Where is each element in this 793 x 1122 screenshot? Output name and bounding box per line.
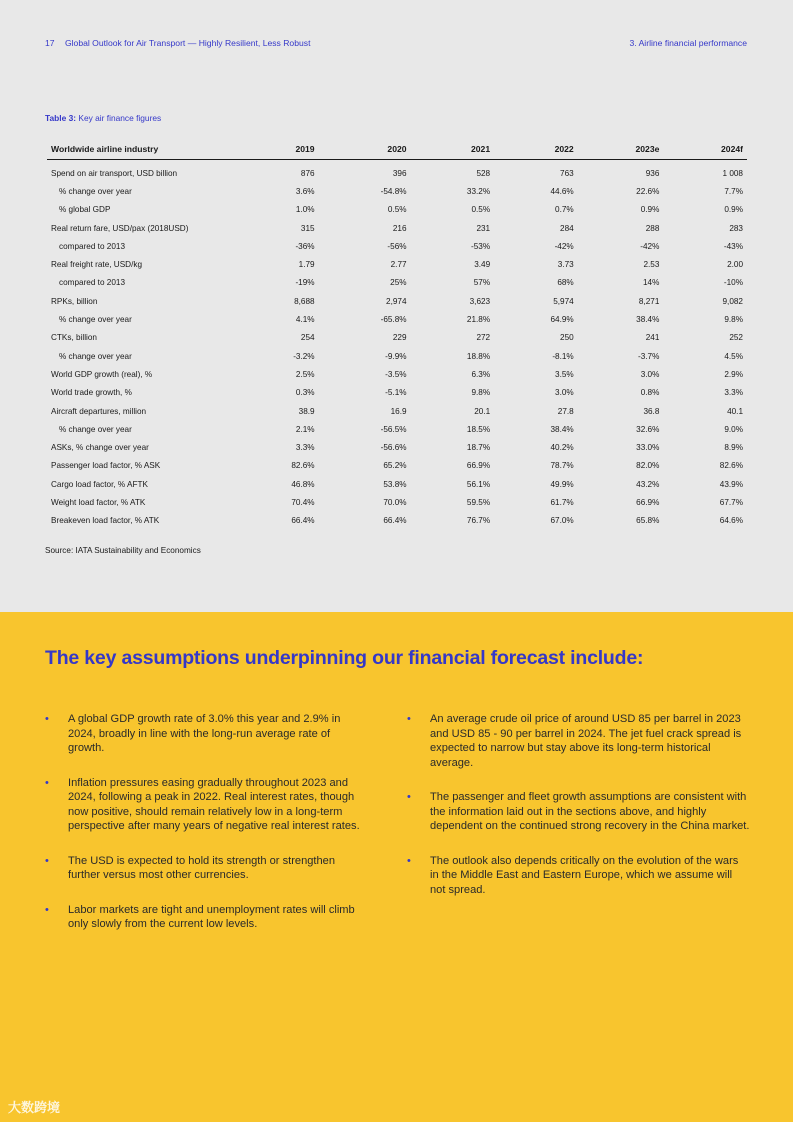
assumption-text: The passenger and fleet growth assumptions are consistent with the information laid out in the sections above, and highly dependent on the continued strong recovery in the China market.: [430, 791, 750, 832]
table-cell: 9.8%: [471, 388, 491, 398]
row-label: RPKs, billion: [51, 296, 98, 306]
table-row: [47, 420, 747, 438]
table-cell: 229: [392, 333, 407, 343]
table-row: [47, 402, 747, 420]
table-cell: 21.8%: [466, 315, 491, 325]
table-cell: -3.7%: [638, 351, 660, 361]
table-cell: -5.1%: [385, 388, 407, 398]
table-cell: -36%: [295, 241, 315, 251]
table-cell: 272: [476, 333, 491, 343]
table-cell: 252: [729, 333, 743, 343]
table-cell: 3.6%: [295, 186, 315, 196]
table-row: [47, 182, 747, 200]
table-row: [47, 384, 747, 402]
table-cell: 0.7%: [555, 205, 574, 215]
table-cell: 250: [560, 333, 574, 343]
assumptions-section: [0, 612, 793, 1122]
row-label: % change over year: [59, 351, 132, 361]
table-cell: -19%: [295, 278, 315, 288]
table-cell: 3.5%: [555, 369, 574, 379]
assumption-item: [45, 712, 360, 756]
table-cell: -8.1%: [552, 351, 574, 361]
table-cell: 2.1%: [295, 424, 315, 434]
row-label: % global GDP: [59, 205, 111, 215]
table-cell: -43%: [723, 241, 743, 251]
table-cell: 67.7%: [719, 497, 743, 507]
table-caption-text: Key air finance figures: [76, 113, 162, 123]
document-title: Global Outlook for Air Transport — Highly Resilient, Less Robust: [64, 38, 311, 48]
finance-table: [47, 138, 747, 530]
bullet-icon: •: [407, 791, 411, 803]
table-row: [47, 512, 747, 530]
table-cell: 3.3%: [724, 388, 743, 398]
table-cell: 22.6%: [636, 186, 660, 196]
table-cell: 82.6%: [719, 461, 743, 471]
table-cell: 38.4%: [636, 315, 660, 325]
table-cell: 7.7%: [724, 186, 743, 196]
table-cell: 241: [645, 333, 660, 343]
row-label: % change over year: [59, 186, 132, 196]
table-cell: 49.9%: [550, 479, 574, 489]
table-cell: 528: [476, 168, 491, 178]
table-cell: 46.8%: [291, 479, 315, 489]
row-label: compared to 2013: [59, 241, 125, 251]
table-row: [47, 292, 747, 310]
table-row: [47, 274, 747, 292]
bullet-icon: •: [45, 776, 49, 789]
table-cell: 283: [729, 223, 743, 233]
table-cell: 67.0%: [550, 516, 574, 526]
watermark: 大数跨境: [8, 1100, 61, 1115]
table-cell: 61.7%: [550, 497, 574, 507]
table-cell: 284: [560, 223, 574, 233]
row-label: % change over year: [59, 315, 132, 325]
table-cell: 9.0%: [724, 424, 743, 434]
bullet-icon: •: [45, 903, 49, 916]
table-cell: 9,082: [722, 296, 743, 306]
table-row: [47, 310, 747, 328]
table-cell: 59.5%: [466, 497, 491, 507]
table-row: [47, 201, 747, 219]
table-cell: 2.5%: [295, 369, 315, 379]
bullet-icon: •: [45, 713, 49, 725]
row-label: World trade growth, %: [51, 388, 132, 398]
bullet-icon: •: [45, 854, 49, 867]
table-cell: -3.5%: [385, 369, 407, 379]
table-cell: 18.5%: [466, 424, 491, 434]
table-cell: 40.2%: [550, 443, 574, 453]
table-cell: 38.4%: [550, 424, 574, 434]
assumptions-right-column: [407, 712, 750, 917]
table-cell: -54.8%: [380, 186, 407, 196]
table-cell: 5,974: [553, 296, 574, 306]
table-cell: 25%: [390, 278, 407, 288]
table-row: [47, 329, 747, 347]
table-cell: 315: [300, 223, 315, 233]
table-cell: 2.9%: [724, 369, 743, 379]
bullet-icon: •: [407, 713, 411, 725]
assumption-text: An average crude oil price of around USD 85 per barrel in 2023 and USD 85 - 90 per barrel in 2024. The jet fuel crack spread is expected to narrow but stay above its long-term historical average.: [430, 713, 742, 769]
table-cell: 14%: [643, 278, 660, 288]
row-label: Passenger load factor, % ASK: [51, 461, 161, 471]
table-cell: 64.9%: [550, 315, 574, 325]
table-cell: 8,271: [638, 296, 660, 306]
table-cell: 33.2%: [466, 186, 491, 196]
table-cell: 18.7%: [466, 443, 491, 453]
table-cell: -56.5%: [380, 424, 407, 434]
table-cell: 936: [645, 168, 660, 178]
assumption-item: [45, 776, 360, 834]
table-row: [47, 475, 747, 493]
assumption-item: [407, 854, 750, 898]
table-header-year: 2023e: [578, 138, 664, 160]
table-cell: 8,688: [294, 296, 315, 306]
page-number: 17: [45, 38, 55, 48]
table-cell: 0.9%: [640, 205, 660, 215]
table-cell: 56.1%: [466, 479, 491, 489]
table-cell: 0.8%: [640, 388, 660, 398]
assumption-text: Inflation pressures easing gradually throughout 2023 and 2024, following a peak in 2022. Real interest rates, though now positive, should remain relatively low in a long-term perspective after many years of negative real interest rates.: [68, 776, 360, 832]
assumption-item: [407, 790, 750, 834]
table-cell: 68%: [557, 278, 574, 288]
assumption-item: [45, 903, 360, 932]
table-cell: -56%: [387, 241, 407, 251]
table-cell: 4.5%: [724, 351, 743, 361]
table-cell: 57%: [473, 278, 491, 288]
row-label: Real return fare, USD/pax (2018USD): [51, 223, 189, 233]
table-cell: 2.00: [727, 260, 743, 270]
table-header-year: 2022: [494, 138, 578, 160]
table-cell: -56.6%: [380, 443, 407, 453]
table-cell: 3.0%: [640, 369, 660, 379]
table-caption-label: Table 3:: [45, 113, 77, 123]
table-header-year: 2020: [319, 138, 411, 160]
table-cell: 2.53: [643, 260, 660, 270]
table-row: [47, 493, 747, 511]
row-label: Weight load factor, % ATK: [51, 497, 146, 507]
table-cell: 32.6%: [636, 424, 660, 434]
table-cell: 82.6%: [291, 461, 315, 471]
table-cell: -65.8%: [380, 315, 407, 325]
table-cell: 763: [560, 168, 574, 178]
running-header: [45, 38, 310, 48]
table-cell: 82.0%: [636, 461, 660, 471]
table-cell: 66.4%: [383, 516, 407, 526]
table-cell: 3.0%: [555, 388, 574, 398]
assumptions-left-column: [45, 712, 360, 952]
table-cell: 43.2%: [636, 479, 660, 489]
table-cell: 33.0%: [636, 443, 660, 453]
table-cell: 0.3%: [295, 388, 315, 398]
section-title: 3. Airline financial performance: [629, 38, 747, 48]
table-cell: -9.9%: [385, 351, 407, 361]
table-cell: 18.8%: [466, 351, 491, 361]
table-cell: 3.3%: [295, 443, 315, 453]
table-cell: 3,623: [469, 296, 491, 306]
table-cell: 65.2%: [383, 461, 407, 471]
table-cell: 78.7%: [550, 461, 574, 471]
row-label: % change over year: [59, 424, 132, 434]
table-row: [47, 438, 747, 456]
table-header-label: Worldwide airline industry: [47, 138, 235, 160]
table-row: [47, 237, 747, 255]
assumptions-heading: The key assumptions underpinning our financial forecast include:: [45, 647, 644, 669]
table-cell: 1.0%: [295, 205, 315, 215]
row-label: CTKs, billion: [51, 333, 97, 343]
table-source: Source: IATA Sustainability and Economics: [45, 546, 201, 555]
row-label: Cargo load factor, % AFTK: [51, 479, 148, 489]
table-cell: 66.9%: [636, 497, 660, 507]
table-row: [47, 160, 747, 183]
assumption-text: The outlook also depends critically on the evolution of the wars in the Middle East and Eastern Europe, which we assume will not spread.: [430, 854, 739, 896]
assumption-text: The USD is expected to hold its strength or strengthen further versus most other currencies.: [68, 854, 336, 881]
table-cell: 70.0%: [383, 497, 407, 507]
table-cell: 876: [300, 168, 315, 178]
table-cell: 0.5%: [471, 205, 491, 215]
table-cell: 66.9%: [466, 461, 491, 471]
row-label: compared to 2013: [59, 278, 125, 288]
row-label: Real freight rate, USD/kg: [51, 260, 143, 270]
table-cell: 396: [392, 168, 407, 178]
table-cell: -3.2%: [293, 351, 315, 361]
table-cell: 0.9%: [724, 205, 743, 215]
table-cell: 231: [476, 223, 491, 233]
table-cell: 9.8%: [724, 315, 743, 325]
table-cell: 65.8%: [636, 516, 660, 526]
table-row: [47, 457, 747, 475]
table-cell: 40.1: [727, 406, 743, 416]
assumption-item: [45, 854, 360, 883]
table-header-row: [47, 138, 747, 160]
row-label: Aircraft departures, million: [51, 406, 147, 416]
assumption-text: Labor markets are tight and unemployment rates will climb only slowly from the current low levels.: [68, 903, 355, 930]
table-cell: -53%: [471, 241, 491, 251]
table-cell: 70.4%: [291, 497, 315, 507]
assumption-text: A global GDP growth rate of 3.0% this year and 2.9% in 2024, broadly in line with the long-run average rate of growth.: [68, 713, 341, 754]
table-cell: 36.8: [643, 406, 660, 416]
table-cell: 20.1: [474, 406, 491, 416]
table-cell: 1 008: [722, 168, 743, 178]
table-cell: 254: [300, 333, 315, 343]
table-cell: 44.6%: [550, 186, 574, 196]
table-header-year: 2019: [235, 138, 319, 160]
table-cell: 216: [392, 223, 407, 233]
table-row: [47, 219, 747, 237]
bullet-icon: •: [407, 854, 411, 867]
table-cell: -42%: [640, 241, 660, 251]
table-cell: 3.73: [557, 260, 574, 270]
row-label: ASKs, % change over year: [51, 443, 149, 453]
table-row: [47, 347, 747, 365]
table-cell: 43.9%: [719, 479, 743, 489]
table-cell: 8.9%: [724, 443, 743, 453]
table-cell: -42%: [554, 241, 574, 251]
table-cell: 0.5%: [387, 205, 407, 215]
table-cell: 27.8: [557, 406, 574, 416]
table-cell: 76.7%: [466, 516, 491, 526]
row-label: Spend on air transport, USD billion: [51, 168, 178, 178]
table-cell: 2,974: [386, 296, 407, 306]
table-header-year: 2024f: [663, 138, 747, 160]
table-cell: 16.9: [390, 406, 407, 416]
table-cell: 288: [645, 223, 660, 233]
table-caption: [45, 113, 161, 123]
table-row: [47, 365, 747, 383]
table-header-year: 2021: [411, 138, 495, 160]
row-label: World GDP growth (real), %: [51, 369, 153, 379]
table-cell: 64.6%: [719, 516, 743, 526]
table-cell: 53.8%: [383, 479, 407, 489]
row-label: Breakeven load factor, % ATK: [51, 516, 160, 526]
table-cell: 38.9: [298, 406, 315, 416]
table-cell: 4.1%: [295, 315, 315, 325]
table-cell: 66.4%: [291, 516, 315, 526]
table-cell: 3.49: [474, 260, 491, 270]
table-cell: 1.79: [298, 260, 315, 270]
table-cell: 6.3%: [471, 369, 491, 379]
assumption-item: [407, 712, 750, 770]
table-row: [47, 255, 747, 273]
table-cell: 2.77: [390, 260, 407, 270]
table-cell: -10%: [723, 278, 743, 288]
